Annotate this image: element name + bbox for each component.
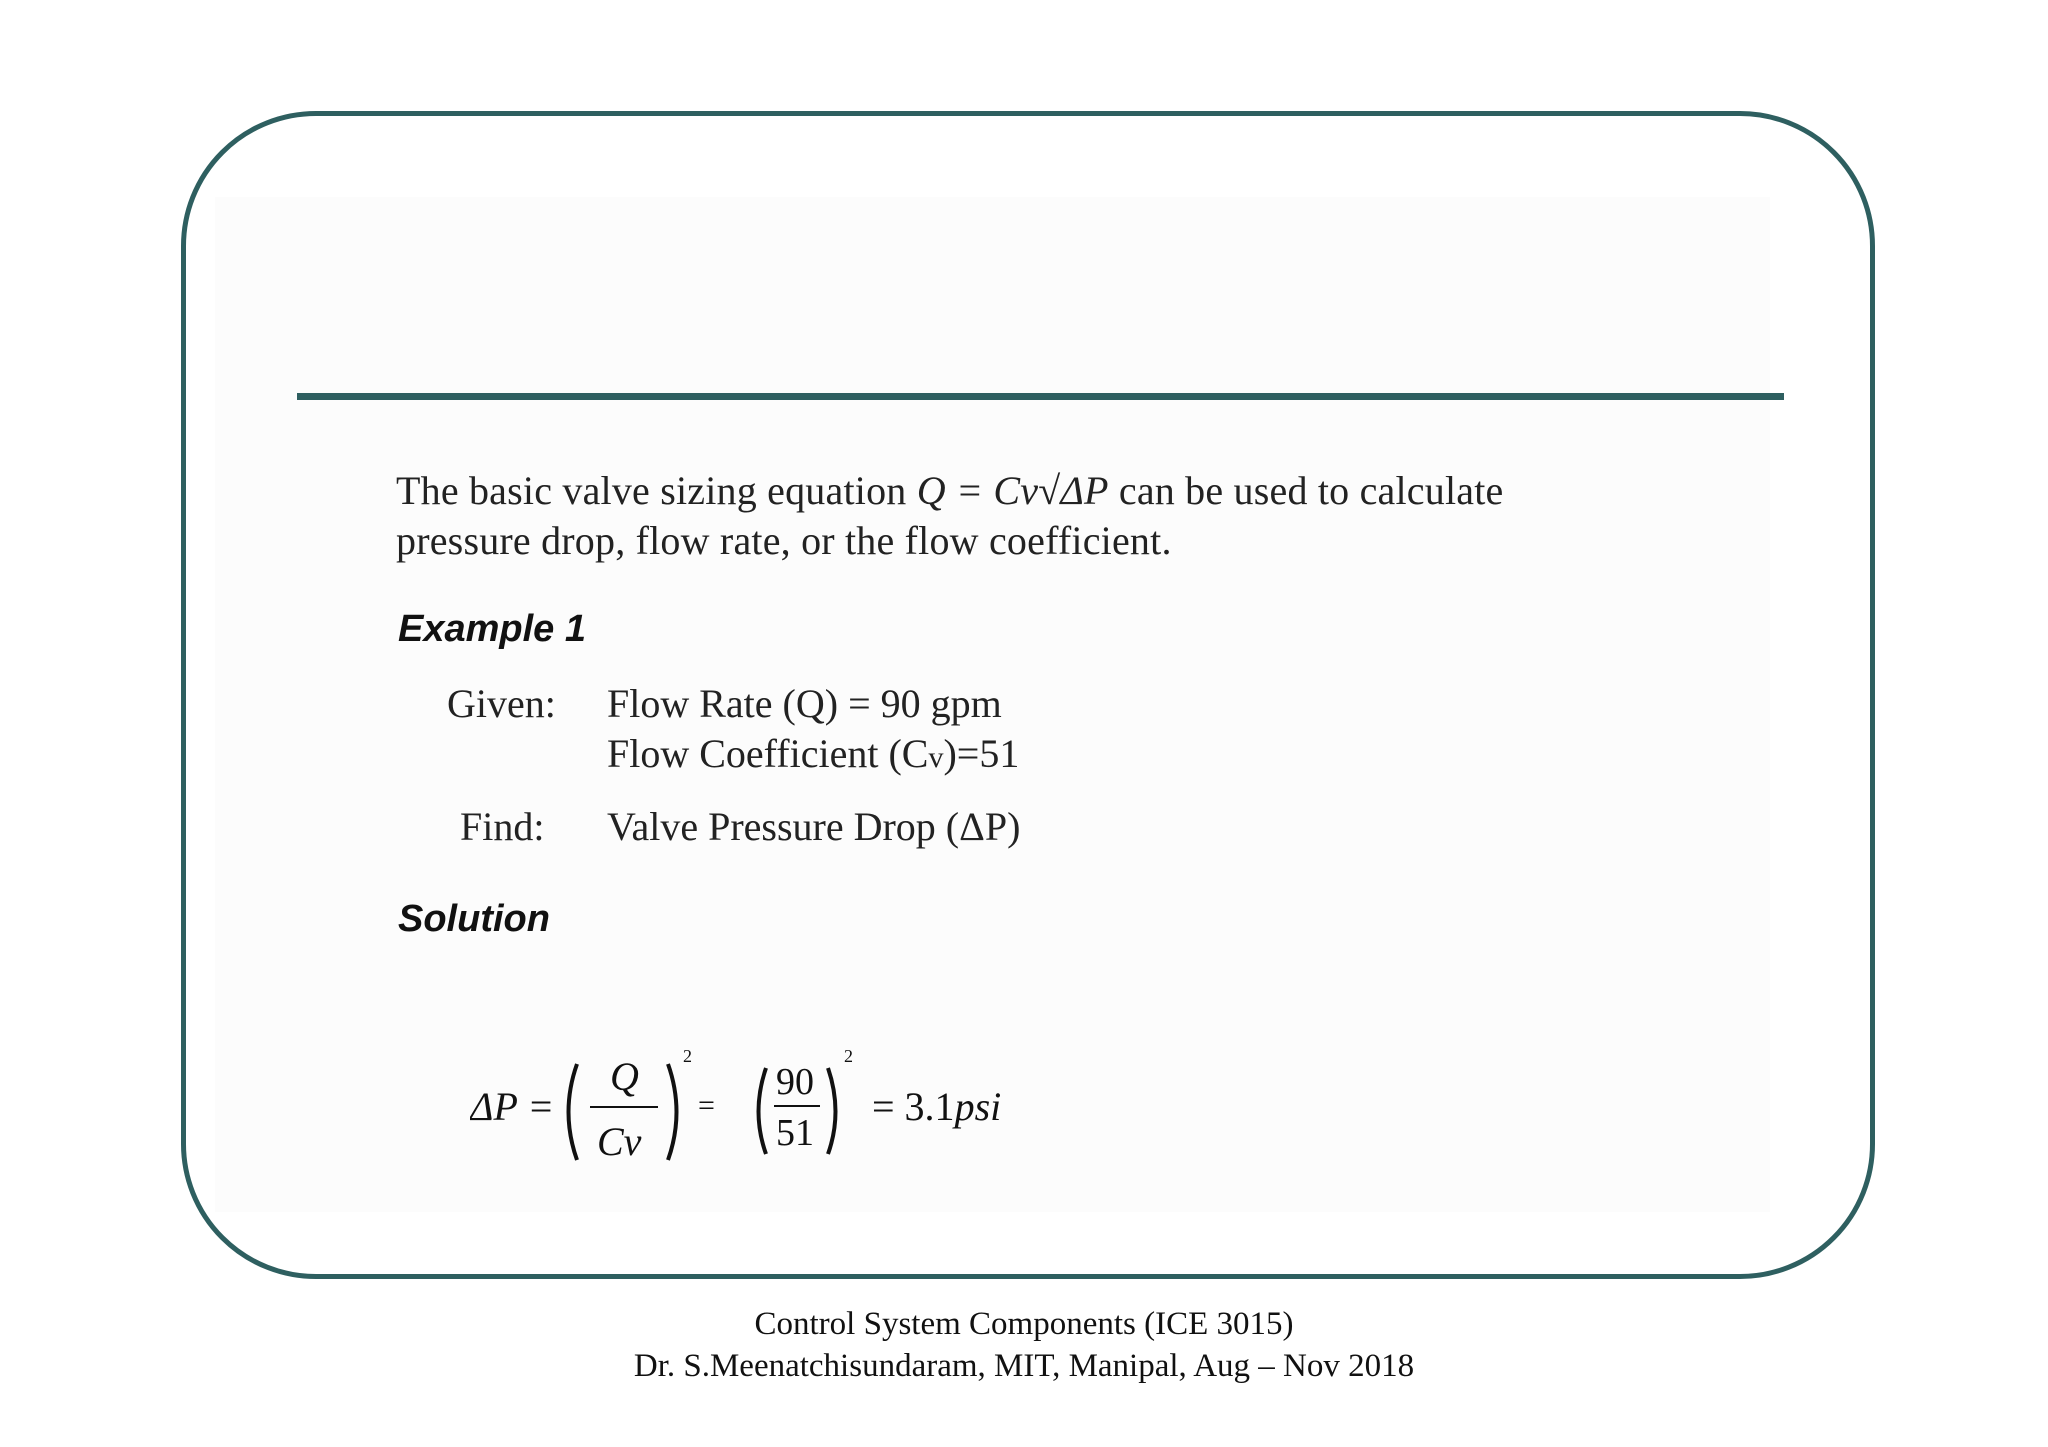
intro-text-after: can be used to calculate (1108, 468, 1504, 513)
given-coefficient-suffix: )=51 (943, 731, 1020, 776)
right-paren-2 (828, 1068, 836, 1154)
result-unit: psi (954, 1084, 1002, 1129)
given-coefficient-sub: v (928, 741, 944, 774)
sizing-equation: Q = Cv√ΔP (916, 468, 1109, 513)
title-divider (297, 393, 1784, 400)
equation-lhs: ΔP = (470, 1084, 555, 1129)
find-value: Valve Pressure Drop (ΔP) (607, 804, 1021, 849)
left-paren-1 (569, 1064, 578, 1160)
fraction2-denominator: 51 (776, 1112, 814, 1154)
equation-result (872, 1084, 1001, 1129)
example-heading: Example 1 (398, 608, 586, 650)
exponent-1: 2 (683, 1046, 692, 1066)
given-coefficient-prefix: Flow Coefficient (C (607, 731, 929, 776)
footer-course: Control System Components (ICE 3015) (754, 1306, 1294, 1342)
fraction2-numerator: 90 (776, 1061, 814, 1103)
result-value: = 3.1 (872, 1084, 955, 1129)
given-flow-coefficient (607, 730, 1019, 777)
solution-heading: Solution (398, 898, 550, 940)
find-label: Find: (460, 804, 545, 849)
given-flow-rate: Flow Rate (Q) = 90 gpm (607, 681, 1002, 726)
exponent-2: 2 (844, 1046, 853, 1066)
right-paren-1 (668, 1064, 677, 1160)
fraction1-denominator: Cv (597, 1119, 642, 1164)
footer-author: Dr. S.Meenatchisundaram, MIT, Manipal, Aug – Nov 2018 (633, 1348, 1415, 1384)
left-paren-2 (759, 1068, 767, 1154)
fraction1-numerator: Q (610, 1054, 639, 1099)
intro-line-1 (396, 466, 1503, 516)
given-label: Given: (447, 681, 556, 726)
equals-sign: = (698, 1089, 715, 1122)
solution-equation (470, 1040, 1030, 1180)
intro-text-before: The basic valve sizing equation (396, 468, 917, 513)
intro-paragraph (396, 466, 1503, 566)
intro-line-2: pressure drop, flow rate, or the flow coefficient. (396, 518, 1172, 563)
